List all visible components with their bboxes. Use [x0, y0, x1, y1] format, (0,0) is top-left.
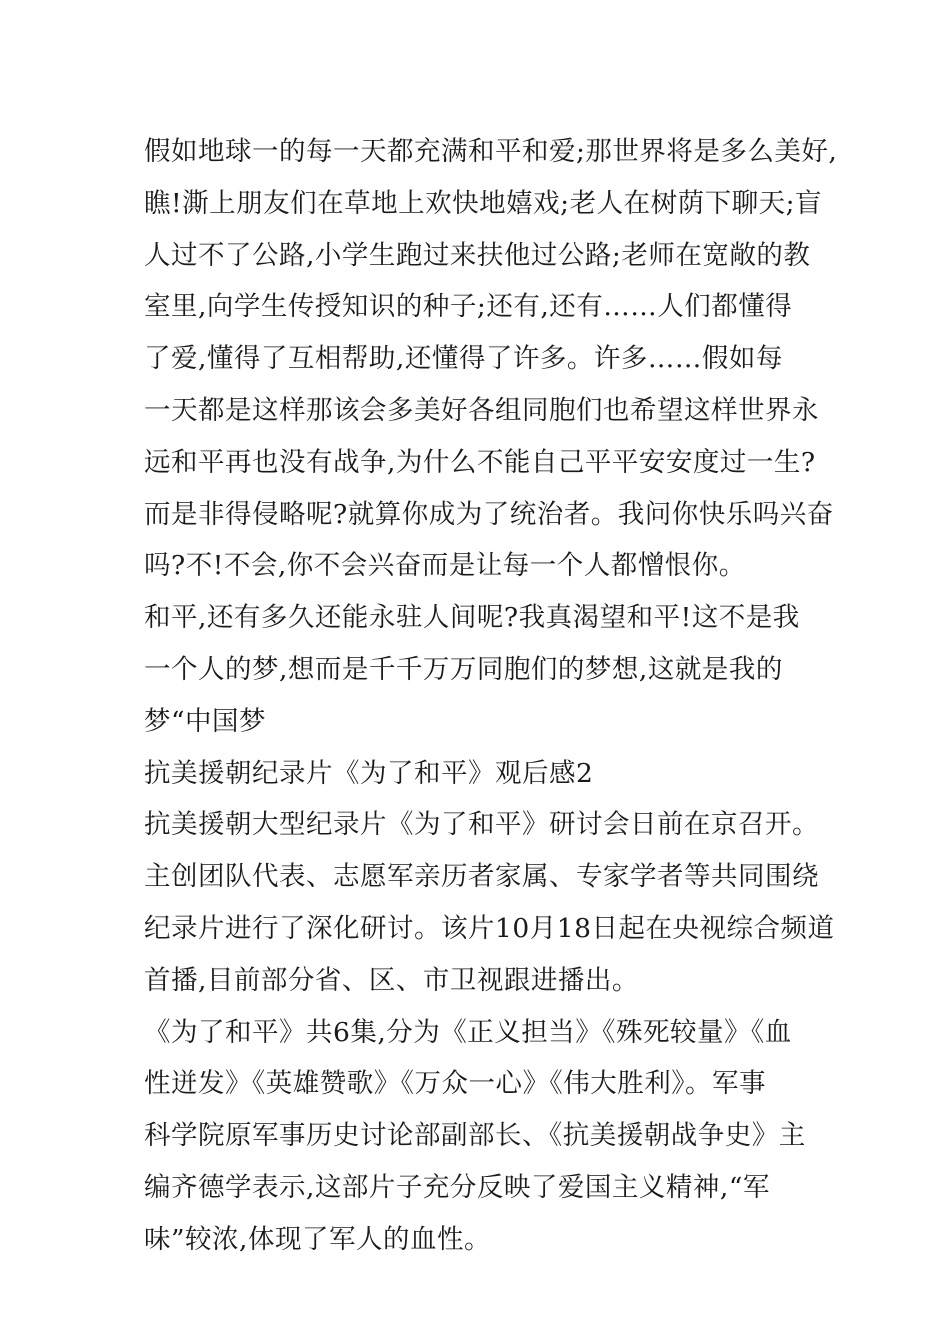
text-line: 而是非得侵略呢?就算你成为了统治者。我问你快乐吗兴奋 — [144, 498, 834, 530]
text-line: 科学院原军事历史讨论部副部长、《抗美援朝战争史》主 — [144, 1120, 806, 1152]
text-line: 抗美援朝大型纪录片《为了和平》研讨会日前在京召开。 — [144, 809, 819, 841]
text-line: 编齐德学表示,这部片子充分反映了爱国主义精神,“军 — [144, 1171, 770, 1203]
text-line: 和平,还有多久还能永驻人间呢?我真渴望和平!这不是我 — [144, 602, 800, 634]
text-line: 人过不了公路,小学生跑过来扶他过公路;老师在宽敞的教 — [144, 239, 811, 271]
text-line: 纪录片进行了深化研讨。该片10月18日起在央视综合频道 — [144, 912, 835, 944]
text-line: 瞧!澌上朋友们在草地上欢快地嬉戏;老人在树荫下聊天;盲 — [144, 187, 823, 219]
document-body — [144, 126, 838, 1266]
text-line: 吗?不!不会,你不会兴奋而是让每一个人都憎恨你。 — [144, 550, 746, 582]
text-line: 性迸发》《英雄赞歌》《万众一心》《伟大胜利》。军事 — [144, 1068, 766, 1100]
text-line: 假如地球一的每一天都充满和平和爱;那世界将是多么美好, — [144, 136, 838, 167]
text-line: 梦“中国梦 — [144, 705, 267, 737]
text-line: 《为了和平》共6集,分为《正义担当》《殊死较量》《血 — [144, 1016, 792, 1048]
text-line: 味”较浓,体现了军人的血性。 — [144, 1223, 491, 1255]
text-line: 室里,向学生传授知识的种子;还有,还有……人们都懂得 — [144, 291, 793, 323]
text-line: 远和平再也没有战争,为什么不能自己平平安安度过一生? — [144, 446, 816, 478]
text-line: 首播,目前部分省、区、市卫视跟进播出。 — [144, 964, 639, 996]
text-line: 主创团队代表、志愿军亲历者家属、专家学者等共同围绕 — [144, 861, 819, 893]
text-line: 一天都是这样那该会多美好各组同胞们也希望这样世界永 — [144, 394, 819, 426]
text-line: 一个人的梦,想而是千千万万同胞们的梦想,这就是我的 — [144, 653, 783, 685]
section-heading: 抗美援朝纪录片《为了和平》观后感2 — [144, 757, 594, 789]
text-line: 了爱,懂得了互相帮助,还懂得了许多。许多……假如每 — [144, 343, 783, 375]
